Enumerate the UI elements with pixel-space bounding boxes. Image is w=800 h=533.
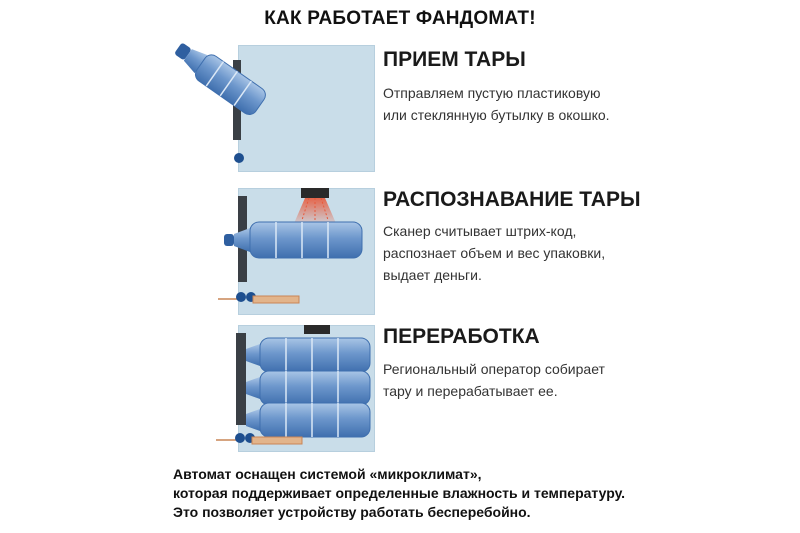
step-2-description: Сканер считывает штрих-код, распознает объем и вес упаковки, выдает деньги. bbox=[383, 223, 606, 283]
step-3-roller-icon bbox=[235, 433, 245, 443]
step-2-title: РАСПОЗНАВАНИЕ ТАРЫ bbox=[383, 188, 641, 211]
stacked-bottle-icon-bottom bbox=[246, 403, 370, 437]
step-2-conveyor-belt bbox=[253, 296, 299, 303]
step-3-title: ПЕРЕРАБОТКА bbox=[383, 325, 540, 348]
step-3-conveyor-belt bbox=[252, 437, 302, 444]
stacked-bottle-icon-top bbox=[246, 338, 370, 372]
footer-note bbox=[173, 465, 625, 522]
step-2-roller-icon bbox=[236, 292, 246, 302]
step-3-scanner-icon bbox=[304, 325, 330, 334]
step-1-description: Отправляем пустую пластиковую или стеклянную бутылку в окошко. bbox=[383, 85, 610, 123]
scanner-icon bbox=[301, 188, 329, 198]
step-3-art bbox=[216, 325, 370, 444]
step-1-art bbox=[169, 36, 268, 163]
step-3-door bbox=[236, 333, 246, 425]
inserted-bottle-icon bbox=[169, 36, 268, 118]
step-3-description: Региональный оператор собирает тару и перерабатывает ее. bbox=[383, 361, 605, 399]
step-2-art bbox=[218, 188, 362, 303]
footer-line-3: Это позволяет устройству работать бесперебойно. bbox=[173, 504, 531, 520]
footer-line-1: Автомат оснащен системой «микроклимат», bbox=[173, 466, 482, 482]
page-title: КАК РАБОТАЕТ ФАНДОМАТ! bbox=[264, 8, 536, 29]
footer-line-2: которая поддерживает определенные влажность и температуру. bbox=[173, 485, 626, 501]
step-1-roller-icon bbox=[234, 153, 244, 163]
step-1-title: ПРИЕМ ТАРЫ bbox=[383, 48, 526, 71]
stacked-bottle-icon-middle bbox=[246, 371, 370, 405]
